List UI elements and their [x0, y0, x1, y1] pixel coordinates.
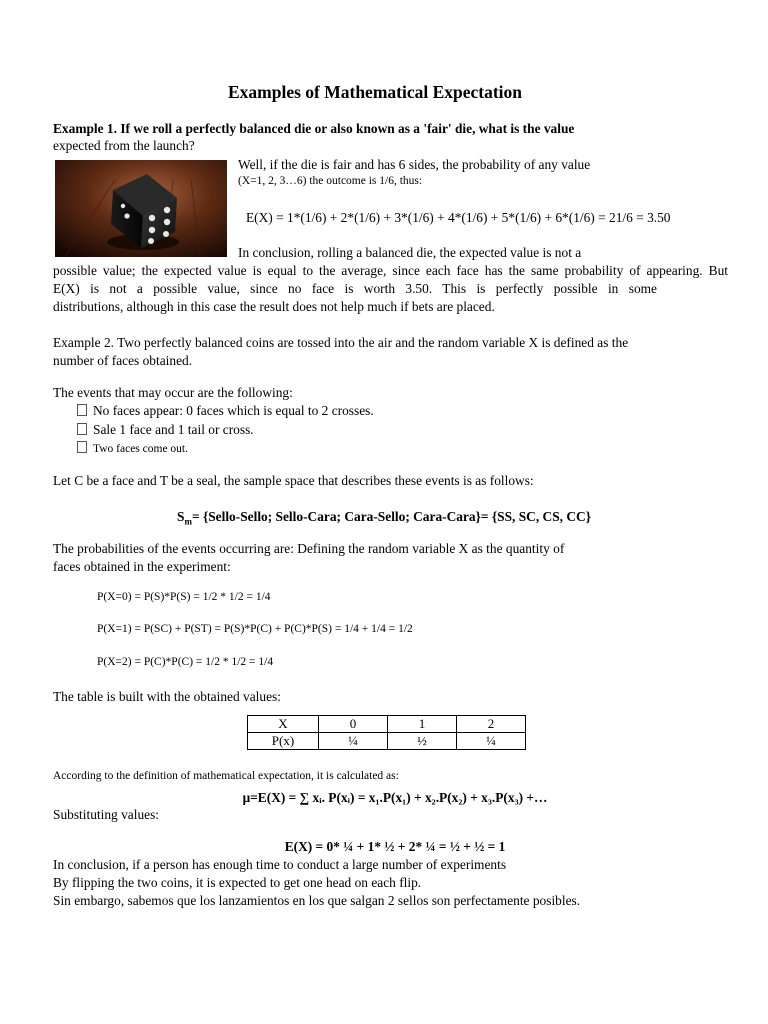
- example2-line2: number of faces obtained.: [53, 353, 193, 368]
- table-intro: The table is built with the obtained values:: [53, 689, 281, 704]
- probability-table: [247, 715, 526, 750]
- table-cell: ¼: [457, 733, 526, 750]
- result-formula: E(X) = 0* ¼ + 1* ½ + 2* ¼ = ½ + ½ = 1: [284, 839, 506, 854]
- example1-formula: E(X) = 1*(1/6) + 2*(1/6) + 3*(1/6) + 4*(1/6) + 5*(1/6) + 6*(1/6) = 21/6 = 3.50: [246, 210, 671, 225]
- example1-conclusion-line4: distributions, although in this case the result does not help much if bets are placed.: [53, 299, 495, 314]
- bullet-box-icon: [77, 404, 87, 416]
- dice-illustration: [55, 160, 227, 257]
- table-row: [248, 733, 526, 750]
- table-cell: X: [248, 716, 319, 733]
- table-row: [248, 716, 526, 733]
- example1-text-line2: (X=1, 2, 3…6) the outcome is 1/6, thus:: [238, 175, 423, 187]
- table-cell: 2: [457, 716, 526, 733]
- table-cell: 0: [319, 716, 388, 733]
- table-cell: 1: [388, 716, 457, 733]
- sample-intro: Let C be a face and T be a seal, the sample space that describes these events is as follows:: [53, 473, 534, 488]
- prob-line1: The probabilities of the events occurring are: Defining the random variable X as the quantity of: [53, 541, 565, 556]
- example1-text-line1: Well, if the die is fair and has 6 sides, the probability of any value: [238, 157, 591, 172]
- bullet-box-icon: [77, 423, 87, 435]
- bullet-box-icon: [77, 441, 87, 453]
- sample-space-set: = {Sello-Sello; Sello-Cara; Cara-Sello; Cara-Cara}= {SS, SC, CS, CC}: [191, 509, 591, 524]
- sample-space-subscript: m: [184, 516, 192, 527]
- table-cell: P(x): [248, 733, 319, 750]
- definition-intro: According to the definition of mathematical expectation, it is calculated as:: [53, 770, 399, 782]
- sample-space-symbol: S: [177, 509, 185, 524]
- example1-question-line1: Example 1. If we roll a perfectly balanced die or also known as a 'fair' die, what is the value: [53, 121, 575, 136]
- prob-x0: P(X=0) = P(S)*P(S) = 1/2 * 1/2 = 1/4: [97, 591, 271, 603]
- events-intro: The events that may occur are the following:: [53, 385, 293, 400]
- example1-question-line2: expected from the launch?: [53, 138, 195, 153]
- page-title: Examples of Mathematical Expectation: [227, 82, 523, 102]
- final-line3: Sin embargo, sabemos que los lanzamientos en los que salgan 2 sellos son perfectamente posibles.: [53, 893, 581, 908]
- dice-image: [55, 160, 227, 257]
- final-line1: In conclusion, if a person has enough time to conduct a large number of experiments: [53, 857, 507, 872]
- event-text: Two faces come out.: [93, 443, 188, 455]
- table-cell: ½: [388, 733, 457, 750]
- event-text: No faces appear: 0 faces which is equal to 2 crosses.: [93, 403, 374, 418]
- event-item: [77, 421, 254, 439]
- final-line2: By flipping the two coins, it is expected to get one head on each flip.: [53, 875, 422, 890]
- prob-x2: P(X=2) = P(C)*P(C) = 1/2 * 1/2 = 1/4: [97, 656, 274, 668]
- example1-conclusion-line1: In conclusion, rolling a balanced die, the expected value is not a: [238, 245, 582, 260]
- event-item: [77, 441, 188, 455]
- definition-formula: μ=E(X) = ∑ xᵢ. P(xᵢ) = x₁.P(x₁) + x₂.P(x₂) + x₃.P(x₃) +…: [242, 790, 548, 805]
- prob-line2: faces obtained in the experiment:: [53, 559, 231, 574]
- sample-space: [0, 508, 768, 531]
- example2-line1: Example 2. Two perfectly balanced coins are tossed into the air and the random variable X is defined as the: [53, 335, 629, 350]
- substituting-label: Substituting values:: [53, 807, 160, 822]
- event-text: Sale 1 face and 1 tail or cross.: [93, 422, 254, 437]
- prob-x1: P(X=1) = P(SC) + P(ST) = P(S)*P(C) + P(C)*P(S) = 1/4 + 1/4 = 1/2: [97, 623, 413, 635]
- event-item: [77, 402, 374, 420]
- example1-conclusion-line2: possible value; the expected value is equal to the average, since each face has the same probability of appearing. But: [53, 263, 728, 278]
- example1-conclusion-line3: E(X) is not a possible value, since no face is worth 3.50. This is perfectly possible in some: [53, 281, 657, 296]
- table-cell: ¼: [319, 733, 388, 750]
